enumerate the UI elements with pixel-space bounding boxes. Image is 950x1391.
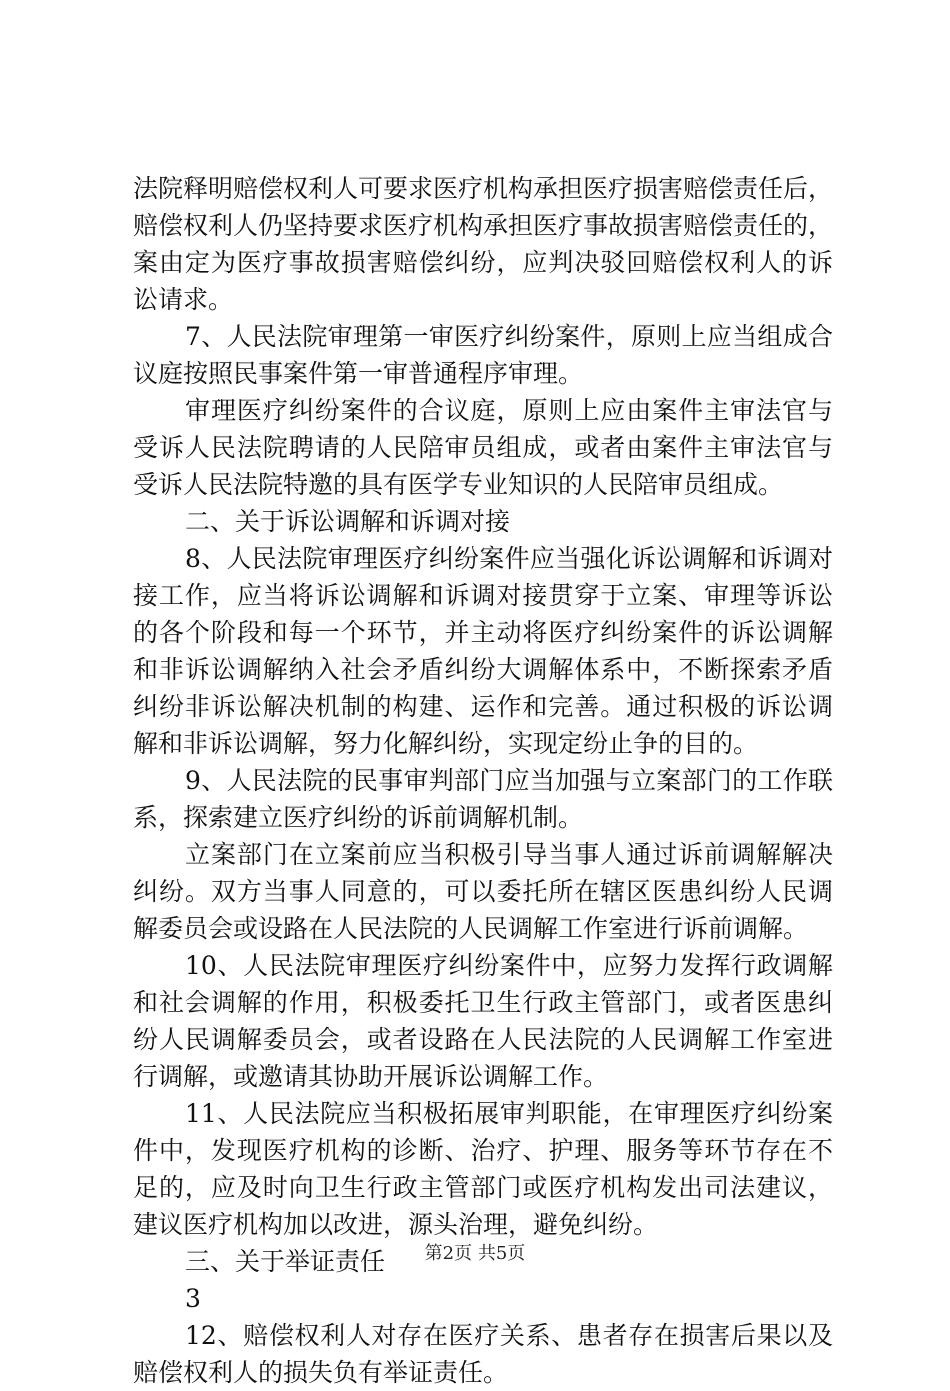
- text-line: 法院释明赔偿权利人可要求医疗机构承担医疗损害赔偿责任后，: [133, 174, 834, 203]
- text-line: 纷人民调解委员会，或者设路在人民法院的人民调解工作室进: [133, 1025, 833, 1054]
- text-line: 7、人民法院审理第一审医疗纠纷案件，原则上应当组成合: [185, 322, 833, 351]
- text-line: 和非诉讼调解纳入社会矛盾纠纷大调解体系中，不断探索矛盾: [133, 655, 833, 684]
- text-line: 纠纷。双方当事人同意的，可以委托所在辖区医患纠纷人民调: [133, 877, 833, 906]
- text-line: 三、关于举证责任: [185, 1247, 386, 1276]
- text-line: 行调解，或邀请其协助开展诉讼调解工作。: [133, 1062, 609, 1091]
- text-line: 11、人民法院应当积极拓展审判职能，在审理医疗纠纷案: [185, 1099, 833, 1128]
- text-line: 和社会调解的作用，积极委托卫生行政主管部门，或者医患纠: [133, 988, 833, 1017]
- text-line: 受诉人民法院聘请的人民陪审员组成，或者由案件主审法官与: [133, 433, 833, 462]
- text-line: 立案部门在立案前应当积极引导当事人通过诉前调解解决: [185, 840, 833, 869]
- text-line: 9、人民法院的民事审判部门应当加强与立案部门的工作联: [185, 766, 833, 795]
- text-line: 受诉人民法院特邀的具有医学专业知识的人民陪审员组成。: [133, 470, 784, 499]
- text-line: 的各个阶段和每一个环节，并主动将医疗纠纷案件的诉讼调解: [133, 618, 833, 647]
- text-line: 建议医疗机构加以改进，源头治理，避免纠纷。: [133, 1210, 659, 1239]
- text-line: 议庭按照民事案件第一审普通程序审理。: [133, 359, 584, 388]
- text-line: 二、关于诉讼调解和诉调对接: [185, 507, 511, 536]
- text-line: 12、赔偿权利人对存在医疗关系、患者存在损害后果以及: [185, 1321, 833, 1350]
- text-line: 案由定为医疗事故损害赔偿纠纷，应判决驳回赔偿权利人的诉: [133, 248, 833, 277]
- text-line: 件中，发现医疗机构的诊断、治疗、护理、服务等环节存在不: [133, 1136, 833, 1165]
- text-line: 赔偿权利人仍坚持要求医疗机构承担医疗事故损害赔偿责任的，: [133, 211, 834, 240]
- text-line: 纠纷非诉讼解决机制的构建、运作和完善。通过积极的诉讼调: [133, 692, 833, 721]
- text-line: 接工作，应当将诉讼调解和诉调对接贯穿于立案、审理等诉讼: [133, 581, 833, 610]
- text-line: 系，探索建立医疗纠纷的诉前调解机制。: [133, 803, 584, 832]
- text-line: 解委员会或设路在人民法院的人民调解工作室进行诉前调解。: [133, 914, 809, 943]
- page-footer: 第2页 共5页: [424, 1243, 526, 1264]
- text-line: 8、人民法院审理医疗纠纷案件应当强化诉讼调解和诉调对: [185, 544, 833, 573]
- text-line: 讼请求。: [133, 285, 234, 314]
- document-body: [133, 170, 833, 1391]
- text-line: 10、人民法院审理医疗纠纷案件中，应努力发挥行政调解: [185, 951, 833, 980]
- text-line: 3: [185, 1284, 201, 1313]
- text-line: 解和非诉讼调解，努力化解纠纷，实现定纷止争的目的。: [133, 729, 759, 758]
- text-line: 足的，应及时向卫生行政主管部门或医疗机构发出司法建议，: [133, 1173, 833, 1202]
- text-line: 赔偿权利人的损失负有举证责任。: [133, 1358, 509, 1387]
- text-line: 审理医疗纠纷案件的合议庭，原则上应由案件主审法官与: [185, 396, 833, 425]
